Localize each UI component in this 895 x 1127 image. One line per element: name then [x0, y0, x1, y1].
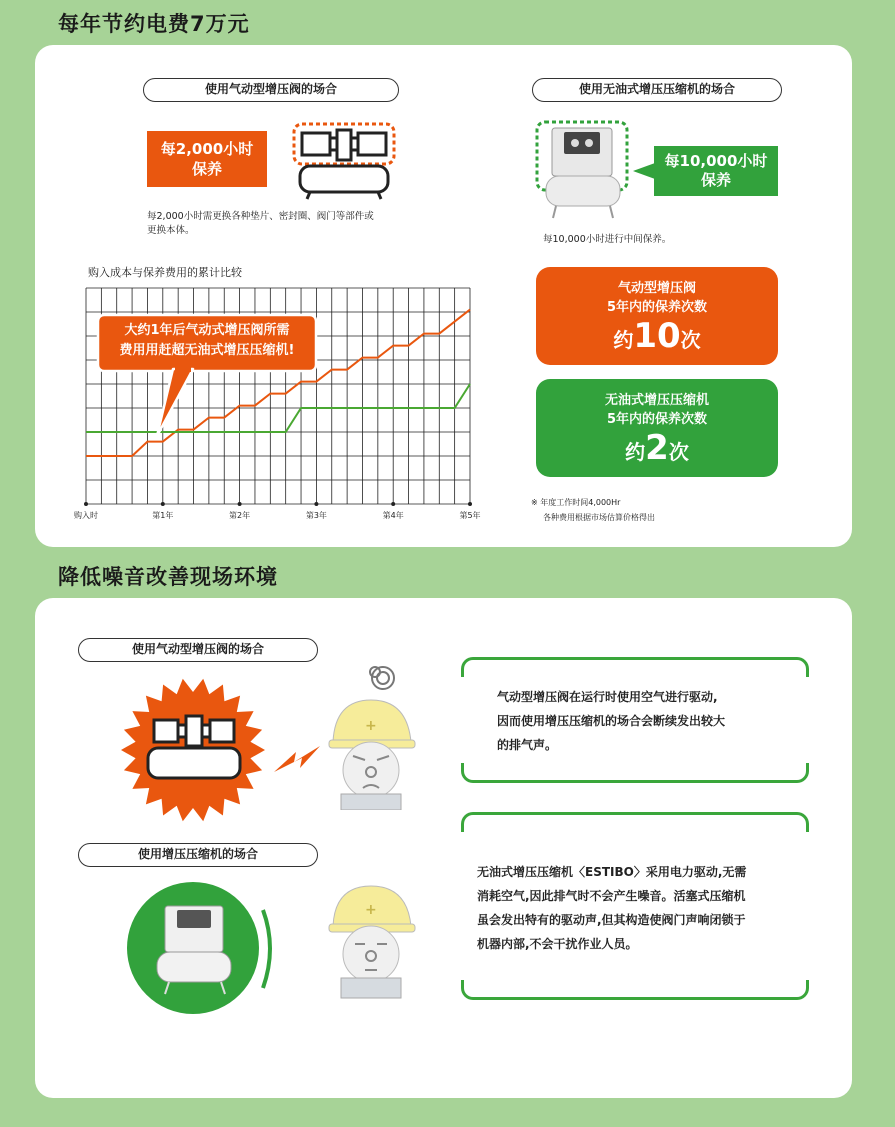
result-number: 2	[645, 428, 669, 468]
badge-pointer	[633, 163, 655, 179]
x-tick-mark	[468, 502, 472, 506]
bracket-bottom	[461, 763, 809, 783]
x-tick-mark	[238, 502, 242, 506]
result-number: 10	[633, 316, 681, 356]
annoyed-worker-icon	[325, 660, 425, 810]
pneumatic-case-pill: 使用气动型增压阀的场合	[143, 78, 399, 102]
svg-text:+: +	[365, 718, 377, 734]
x-tick-label: 第4年	[382, 511, 404, 520]
x-tick-label: 第5年	[459, 511, 481, 520]
result-suffix: 次	[668, 440, 689, 464]
oilfree-case-pill: 使用无油式增压压缩机的场合	[532, 78, 782, 102]
section2-heading: 降低噪音改善现场环境	[58, 565, 278, 589]
desc-line-3: 虽会发出特有的驱动声,但其构造使阀门声响闭锁于	[477, 913, 746, 927]
badge-line-2: 保养	[700, 171, 731, 189]
callout-line-2: 费用用赶超无油式增压压缩机!	[119, 343, 295, 358]
pneumatic-noise-pill: 使用气动型增压阀的场合	[78, 638, 318, 662]
result-suffix: 次	[680, 328, 701, 352]
result-prefix: 约	[613, 328, 634, 352]
footnote-line-2: 各种费用根据市场估算价格得出	[543, 513, 655, 522]
oilfree-maintenance-badge	[654, 146, 778, 196]
compressor-icon	[530, 118, 634, 222]
pneumatic-noise-description	[461, 657, 809, 783]
note-line-2: 更换本体。	[147, 225, 195, 236]
result-count	[536, 317, 778, 361]
desc-line-1: 气动型增压阀在运行时使用空气进行驱动,	[497, 690, 718, 704]
x-tick-label: 第2年	[229, 511, 251, 520]
pneumatic-note	[147, 210, 427, 238]
result-prefix: 约	[625, 440, 646, 464]
result-line-1: 无油式增压压缩机	[604, 393, 709, 408]
bracket-top	[461, 657, 809, 677]
badge-line-2: 保养	[191, 160, 222, 178]
pneumatic-maintenance-badge	[147, 131, 267, 187]
bracket-bottom	[461, 980, 809, 1000]
noise-bolt-icon	[272, 742, 322, 778]
x-tick-label: 购入时	[74, 511, 98, 520]
desc-line-1: 无油式增压压缩机〈ESTIBO〉采用电力驱动,无需	[477, 865, 747, 879]
x-tick-label: 第3年	[305, 511, 327, 520]
callout-line-1: 大约1年后气动式增压阀所需	[124, 323, 290, 338]
footnote-line-1: ※ 年度工作时间4,000Hr	[531, 498, 621, 507]
noise-burst-icon	[118, 678, 268, 828]
desc-line-2: 消耗空气,因此排气时不会产生噪音。活塞式压缩机	[477, 889, 746, 903]
x-tick-mark	[314, 502, 318, 506]
footnote	[531, 495, 655, 525]
note-line-1: 每2,000小时需更换各种垫片、密封圈、阀门等部件或	[147, 211, 374, 222]
x-tick-mark	[391, 502, 395, 506]
desc-line-3: 的排气声。	[497, 738, 558, 752]
result-line-2: 5年内的保养次数	[606, 300, 708, 315]
x-tick-mark	[84, 502, 88, 506]
calm-worker-icon	[325, 880, 425, 1000]
compressor-noise-description	[461, 812, 809, 1000]
x-tick-mark	[161, 502, 165, 506]
chart-ticks	[74, 502, 481, 520]
booster-valve-icon	[290, 120, 400, 202]
result-line-2: 5年内的保养次数	[606, 412, 708, 427]
pneumatic-result-box	[536, 267, 778, 365]
badge-line-1: 每2,000小时	[160, 140, 254, 158]
result-line-1: 气动型增压阀	[617, 281, 696, 296]
bracket-top	[461, 812, 809, 832]
description-text	[497, 685, 797, 757]
oilfree-note: 每10,000小时进行中间保养。	[543, 234, 672, 245]
svg-text:+: +	[365, 902, 377, 918]
x-tick-label: 第1年	[152, 511, 174, 520]
desc-line-2: 因而使用增压压缩机的场合会断续发出较大	[497, 714, 726, 728]
quiet-compressor-icon	[125, 880, 275, 1020]
badge-line-1: 每10,000小时	[664, 152, 768, 170]
oilfree-result-box	[536, 379, 778, 477]
description-text	[477, 860, 807, 956]
section1-heading: 每年节约电费7万元	[58, 12, 250, 36]
chart-title: 购入成本与保养费用的累计比较	[88, 266, 242, 279]
compressor-noise-pill: 使用增压压缩机的场合	[78, 843, 318, 867]
callout-text	[98, 321, 316, 361]
result-count	[536, 429, 778, 473]
desc-line-4: 机器内部,不会干扰作业人员。	[477, 937, 638, 951]
